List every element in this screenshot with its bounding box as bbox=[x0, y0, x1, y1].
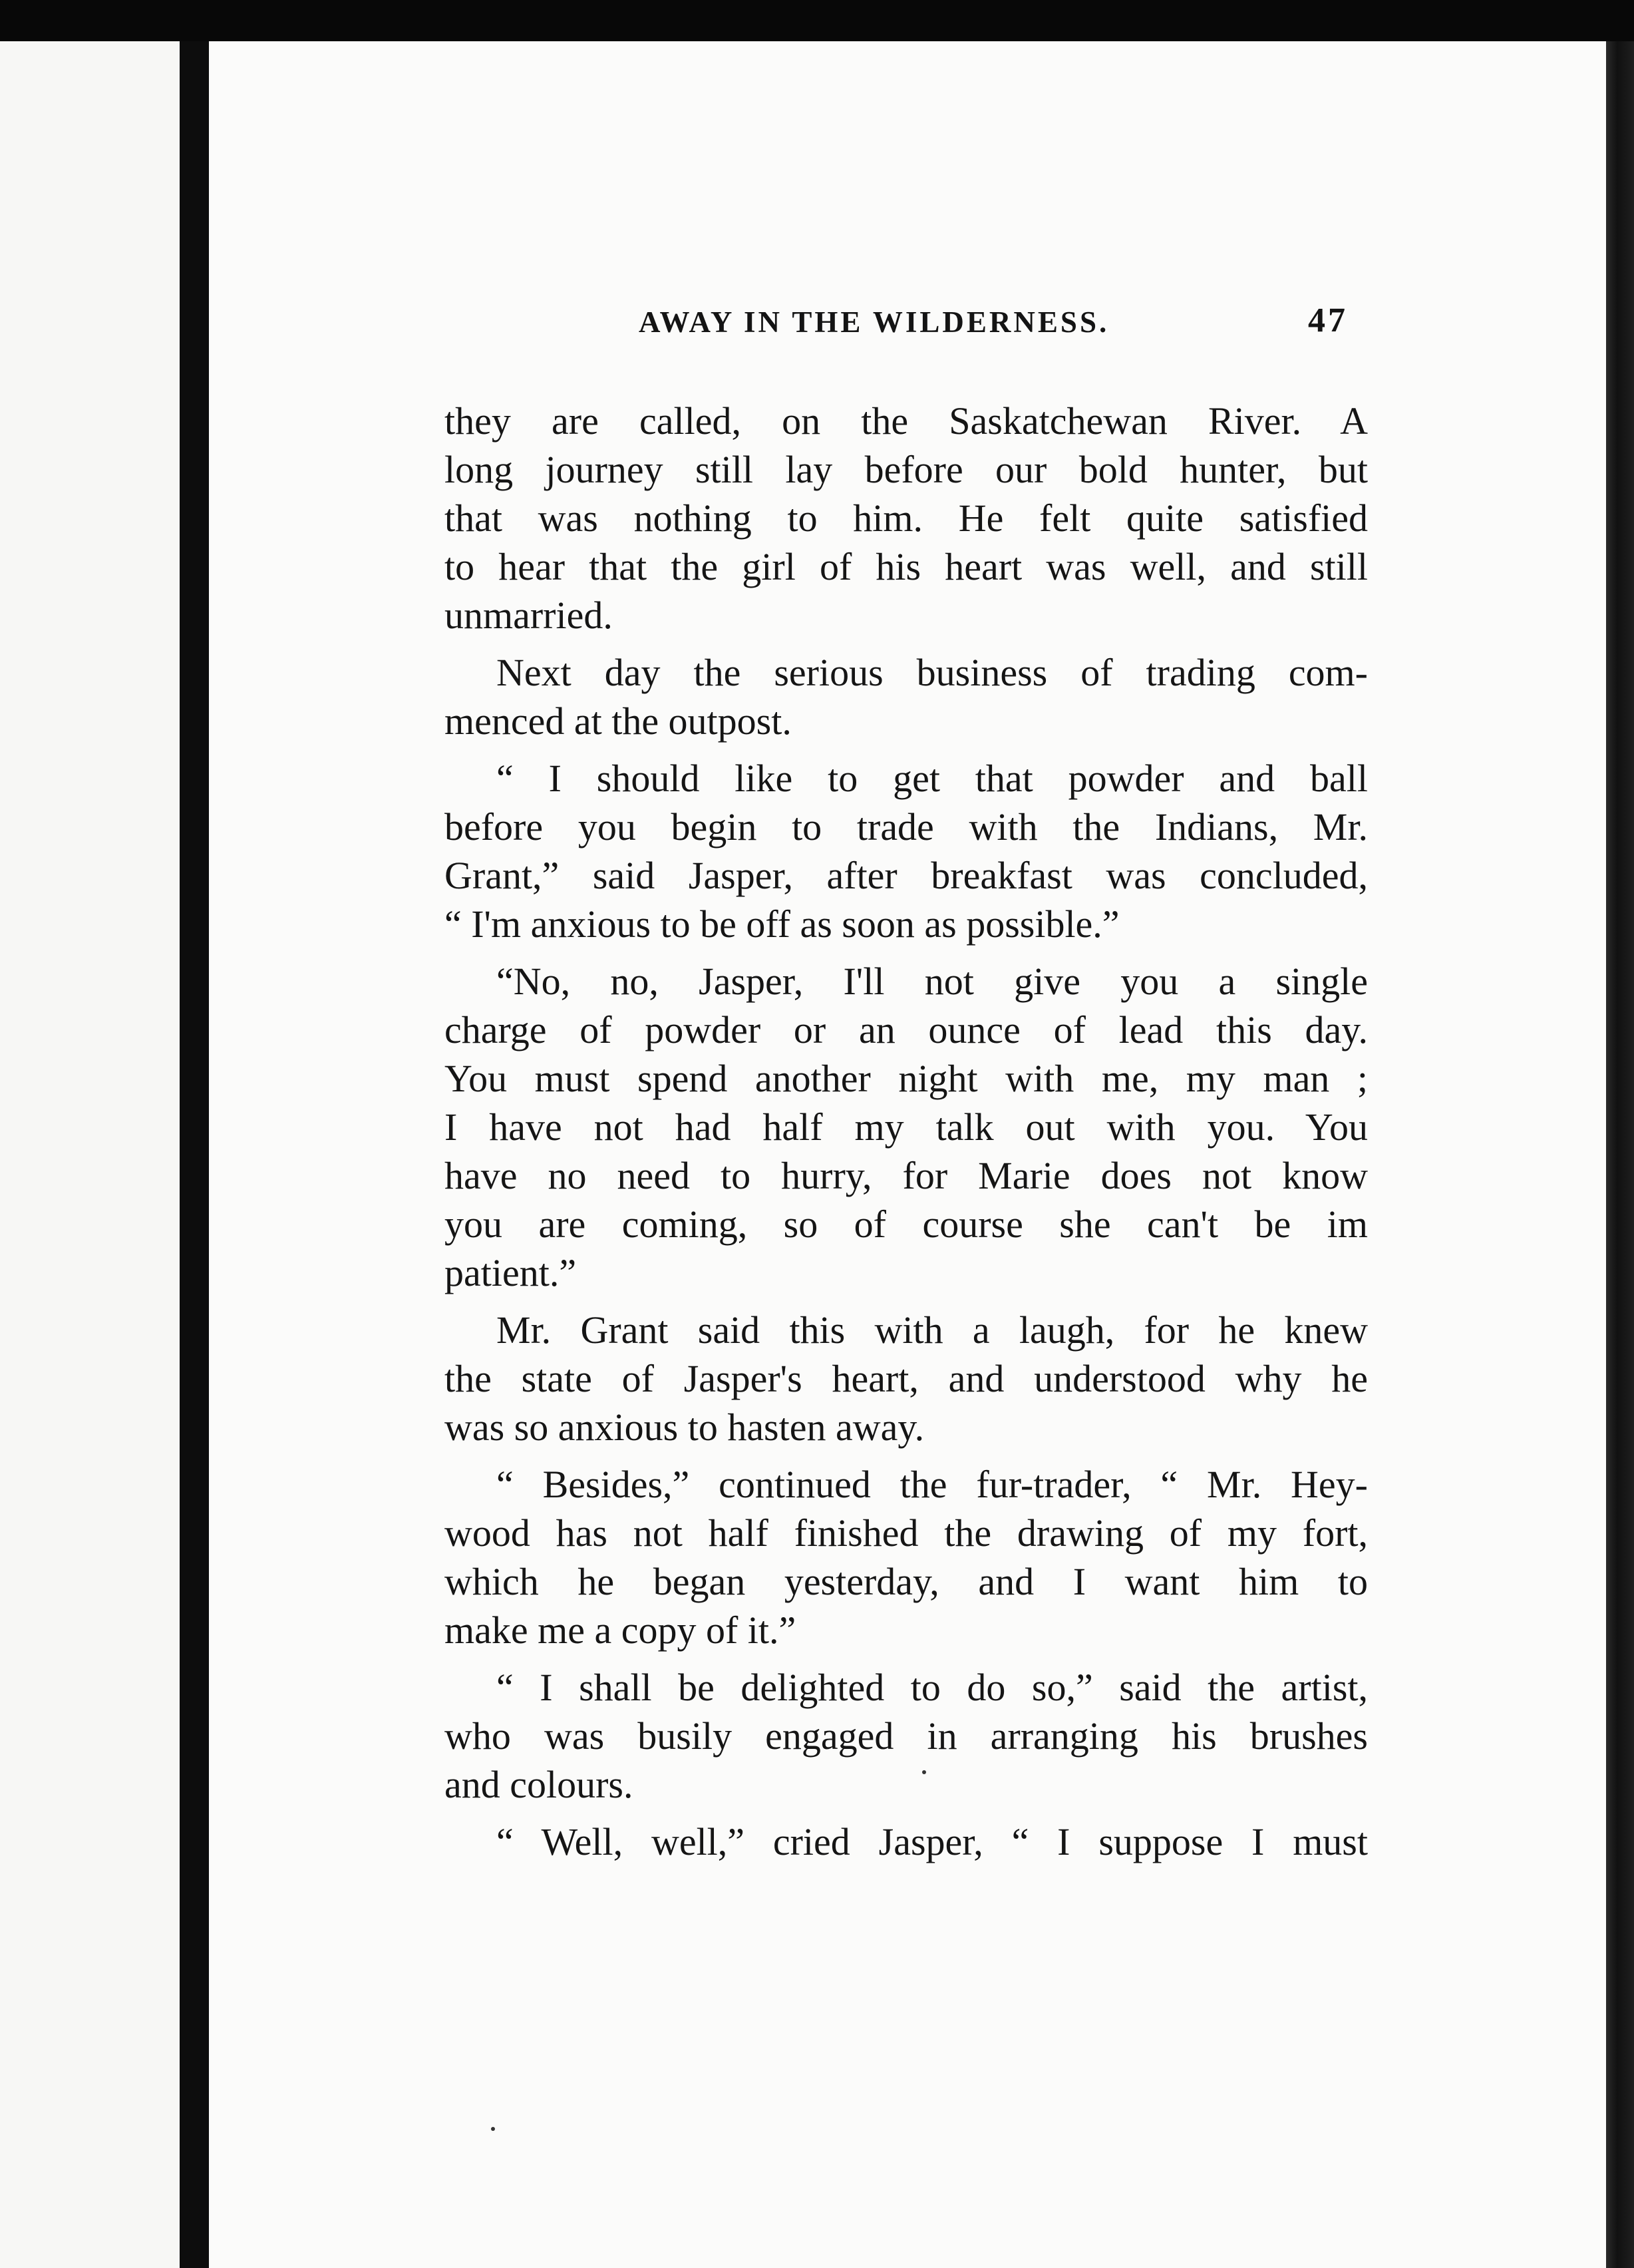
left-page-edge bbox=[0, 41, 180, 2268]
cover-edge bbox=[1606, 41, 1634, 2268]
text-line: and colours. bbox=[444, 1763, 633, 1806]
text-line: unmarried. bbox=[444, 594, 613, 637]
text-line: make me a copy of it.” bbox=[444, 1608, 796, 1652]
body-text bbox=[444, 397, 1368, 1866]
text-line: that was nothing to him. He felt quite satisfied bbox=[444, 496, 1368, 540]
text-line: long journey still lay before our bold hunter, but bbox=[444, 448, 1368, 491]
scan-speck bbox=[491, 2127, 495, 2131]
text-line: “ Besides,” continued the fur-trader, “ Mr. Hey- bbox=[496, 1463, 1368, 1506]
page-number: 47 bbox=[1308, 301, 1348, 339]
text-line: was so anxious to hasten away. bbox=[444, 1406, 925, 1449]
text-line: I have not had half my talk out with you. You bbox=[444, 1105, 1368, 1149]
text-line: Next day the serious business of trading com- bbox=[496, 651, 1368, 694]
text-line: Grant,” said Jasper, after breakfast was concluded, bbox=[444, 854, 1368, 897]
text-line: You must spend another night with me, my man ; bbox=[444, 1057, 1368, 1100]
text-line: “ I should like to get that powder and ball bbox=[496, 757, 1368, 800]
text-line: before you begin to trade with the Indians, Mr. bbox=[444, 805, 1368, 849]
text-line: which he began yesterday, and I want him to bbox=[444, 1560, 1368, 1603]
text-line: patient.” bbox=[444, 1251, 577, 1294]
running-title: AWAY IN THE WILDERNESS. bbox=[639, 305, 1110, 339]
scan-border-top bbox=[0, 0, 1634, 41]
text-line: the state of Jasper's heart, and understood why he bbox=[444, 1357, 1368, 1400]
text-line: “ Well, well,” cried Jasper, “ I suppose I must bbox=[496, 1820, 1368, 1863]
text-line: “ I'm anxious to be off as soon as possible.” bbox=[444, 902, 1120, 946]
scan-speck bbox=[922, 1770, 926, 1774]
text-line: wood has not half finished the drawing of my fort, bbox=[444, 1511, 1368, 1555]
text-line: to hear that the girl of his heart was well, and still bbox=[444, 545, 1368, 588]
text-line: “No, no, Jasper, I'll not give you a single bbox=[496, 960, 1368, 1003]
text-line: charge of powder or an ounce of lead this day. bbox=[444, 1008, 1368, 1051]
text-line: “ I shall be delighted to do so,” said the artist, bbox=[496, 1666, 1368, 1709]
text-line: who was busily engaged in arranging his brushes bbox=[444, 1714, 1368, 1758]
book-gutter bbox=[180, 41, 209, 2268]
text-line: Mr. Grant said this with a laugh, for he knew bbox=[496, 1308, 1368, 1352]
text-line: menced at the outpost. bbox=[444, 699, 792, 743]
text-line: have no need to hurry, for Marie does not know bbox=[444, 1154, 1368, 1197]
text-line: you are coming, so of course she can't be im bbox=[444, 1203, 1368, 1246]
text-line: they are called, on the Saskatchewan River. A bbox=[444, 399, 1368, 443]
